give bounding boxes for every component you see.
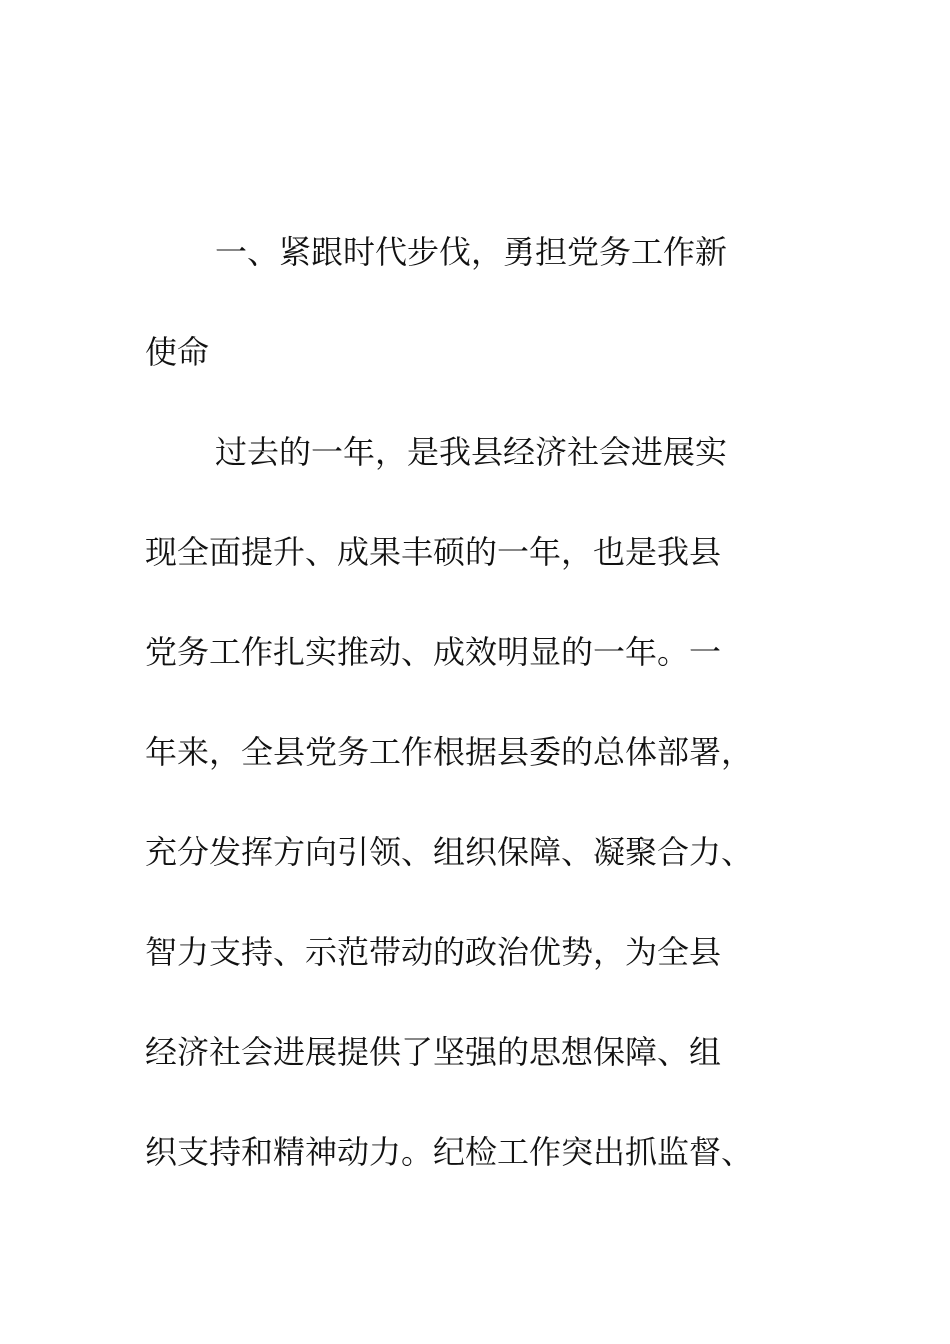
paragraph-line-2: 现全面提升、成果丰硕的一年，也是我县 (145, 533, 722, 571)
paragraph-line-1: 过去的一年，是我县经济社会进展实 (215, 433, 728, 471)
paragraph-line-3: 党务工作扎实推动、成效明显的一年。一 (145, 633, 722, 671)
paragraph-line-8: 织支持和精神动力。纪检工作突出抓监督、 (145, 1133, 754, 1171)
section-heading-line-1: 一、紧跟时代步伐，勇担党务工作新 (215, 233, 728, 271)
paragraph-line-7: 经济社会进展提供了坚强的思想保障、组 (145, 1033, 722, 1071)
paragraph-line-5: 充分发挥方向引领、组织保障、凝聚合力、 (145, 833, 754, 871)
paragraph-line-4: 年来，全县党务工作根据县委的总体部署， (145, 733, 754, 771)
paragraph-line-6: 智力支持、示范带动的政治优势，为全县 (145, 933, 722, 971)
section-heading-line-2: 使命 (145, 333, 210, 371)
